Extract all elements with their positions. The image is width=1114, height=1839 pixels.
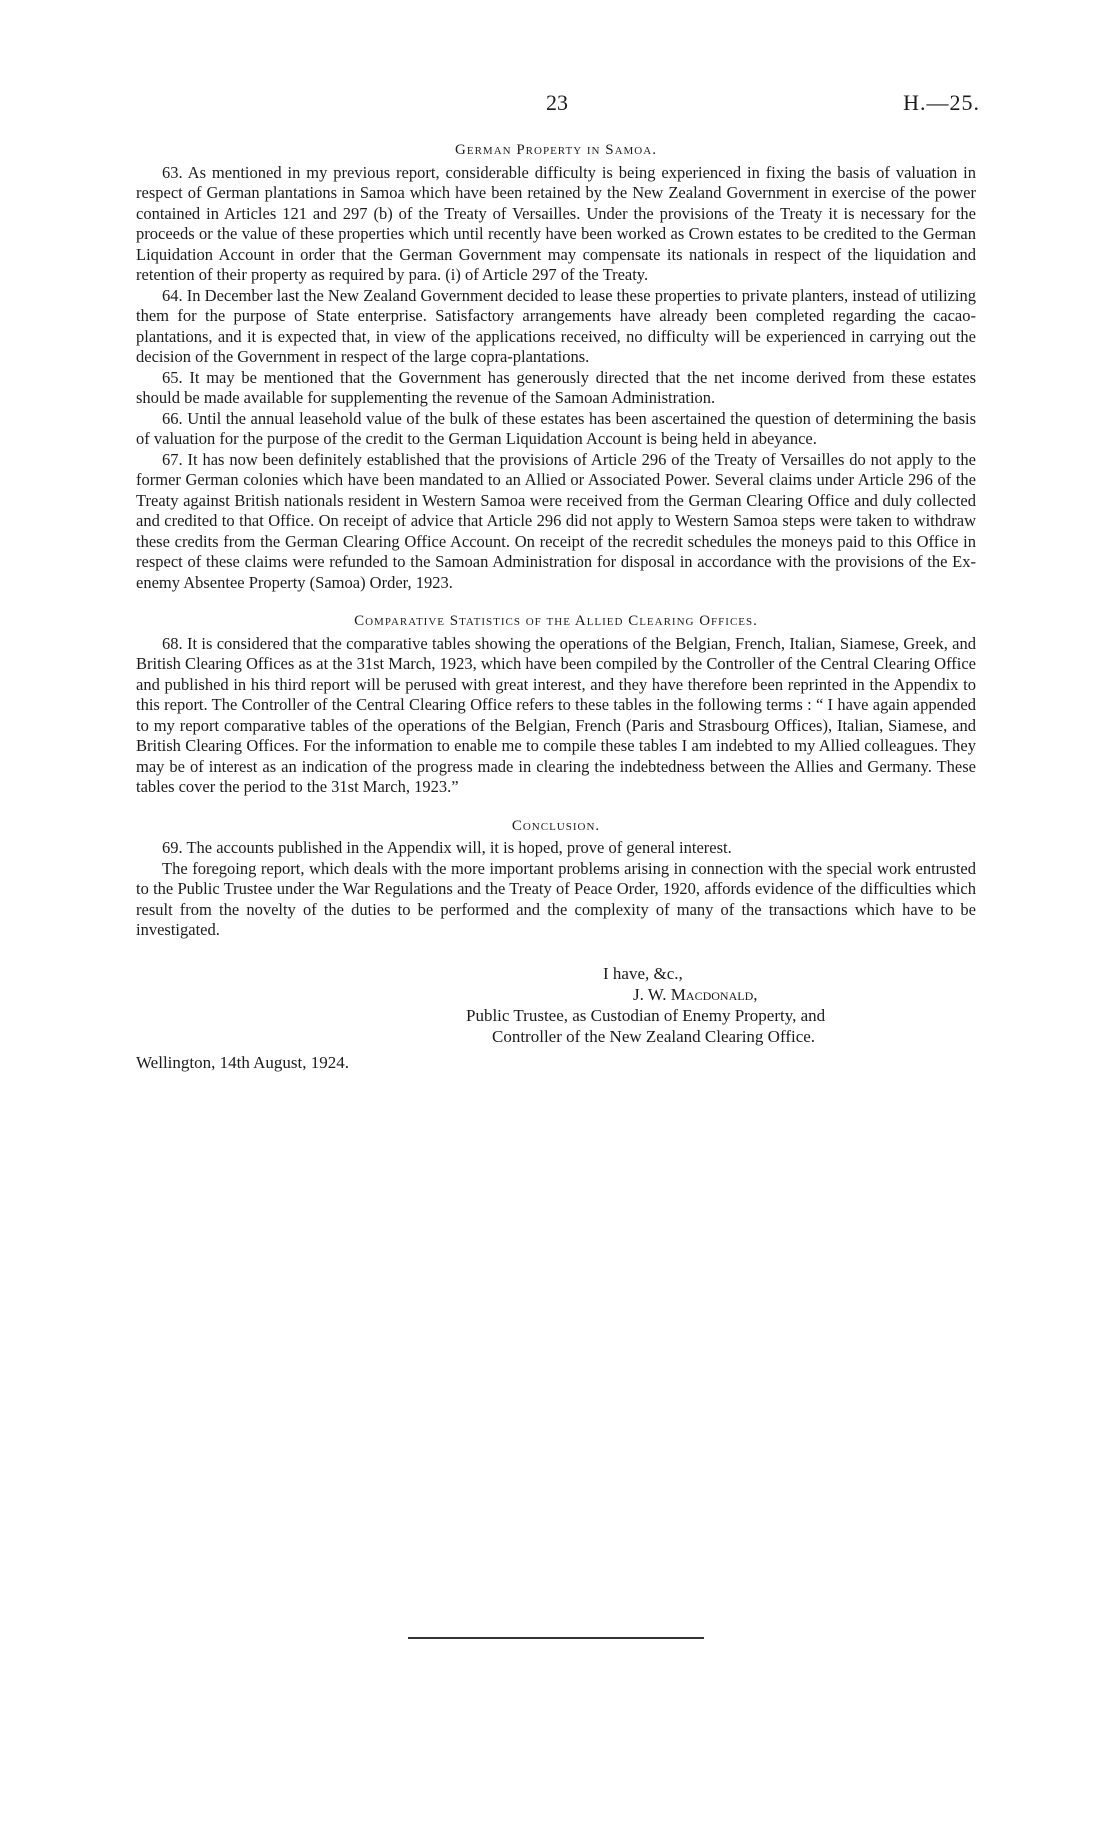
section-heading-german-property: German Property in Samoa. <box>455 142 657 158</box>
paragraph-67: 67. It has now been definitely established that the provisions of Article 296 of the Treaty of Versailles do not apply to the former German colonies which have been mandated to an Allied or Associated Power. Several claims under Article 296 of the Treaty against British nationals resident in Western Samoa were received from the German Clearing Office and duly collected and credited to that Office. On receipt of advice that Article 296 did not apply to Western Samoa steps were taken to withdraw these credits from the German Clearing Office Account. On receipt of the recredit schedules the moneys paid to this Office in respect of these claims were refunded to the Samoan Administration for disposal in accordance with the provisions of the Ex-enemy Absentee Property (Samoa) Order, 1923. <box>136 449 976 592</box>
document-reference: H.—25. <box>903 90 980 115</box>
signature-block <box>466 963 976 1047</box>
paragraph-65: 65. It may be mentioned that the Government has generously directed that the net income derived from these estates should be made available for supplementing the revenue of the Samoan Administration. <box>136 367 976 407</box>
paragraph-63: 63. As mentioned in my previous report, considerable difficulty is being experienced in fixing the basis of valuation in respect of German plantations in Samoa which have been retained by the New Zealand Government in exercise of the power contained in Articles 121 and 297 (b) of the Treaty of Versailles. Under the provisions of the Treaty it is necessary for the proceeds or the value of these properties which until recently have been worked as Crown estates to be credited to the German Liquidation Account in order that the German Government may compensate its nationals in respect of the liquidation and retention of their property as required by para. (i) of Article 297 of the Treaty. <box>136 162 976 284</box>
report-body <box>136 140 976 1073</box>
page-number: 23 <box>546 90 568 115</box>
signatory-title-line-1: Public Trustee, as Custodian of Enemy Property, and <box>466 1005 826 1025</box>
paragraph-foregoing-report: The foregoing report, which deals with the more important problems arising in connection with the special work entrusted to the Public Trustee under the War Regulations and the Treaty of Peace Order, 1920, affords evidence of the difficulties which result from the novelty of the duties to be performed and the complexity of many of the transactions which have to be investigated. <box>136 858 976 939</box>
paragraph-69: 69. The accounts published in the Appendix will, it is hoped, prove of general interest. <box>162 838 732 857</box>
section-heading-comparative-statistics: Comparative Statistics of the Allied Clearing Offices. <box>354 613 758 629</box>
closing-rule <box>408 1637 704 1639</box>
signatory-name: J. W. Macdonald, <box>633 984 758 1004</box>
paragraph-64: 64. In December last the New Zealand Government decided to lease these properties to private planters, instead of utilizing them for the purpose of State enterprise. Satisfactory arrangements have already been completed regarding the cacao-plantations, and it is expected that, in view of the applications received, no difficulty will be experienced in carrying out the decision of the Government in respect of the large copra-plantations. <box>136 285 976 366</box>
signoff-greeting: I have, &c., <box>603 963 683 983</box>
signatory-title-line-2: Controller of the New Zealand Clearing Office. <box>492 1026 816 1046</box>
paragraph-68: 68. It is considered that the comparative tables showing the operations of the Belgian, French, Italian, Siamese, Greek, and British Clearing Offices as at the 31st March, 1923, which have been compiled by the Controller of the Central Clearing Office and published in his third report will be perused with great interest, and they have therefore been reprinted in the Appendix to this report. The Controller of the Central Clearing Office refers to these tables in the following terms : “ I have again appended to my report comparative tables of the operations of the Belgian, French (Paris and Strasbourg Offices), Italian, Siamese, and British Clearing Offices. For the information to enable me to compile these tables I am indebted to my Allied colleagues. They may be of interest as an indication of the progress made in clearing the indebtedness between the Allies and Germany. These tables cover the period to the 31st March, 1923.” <box>136 633 976 796</box>
section-heading-conclusion: Conclusion. <box>511 817 601 834</box>
paragraph-66: 66. Until the annual leasehold value of the bulk of these estates has been ascertained the question of determining the basis of valuation for the purpose of the credit to the German Liquidation Account is being held in abeyance. <box>136 408 976 448</box>
place-and-date: Wellington, 14th August, 1924. <box>136 1052 350 1072</box>
